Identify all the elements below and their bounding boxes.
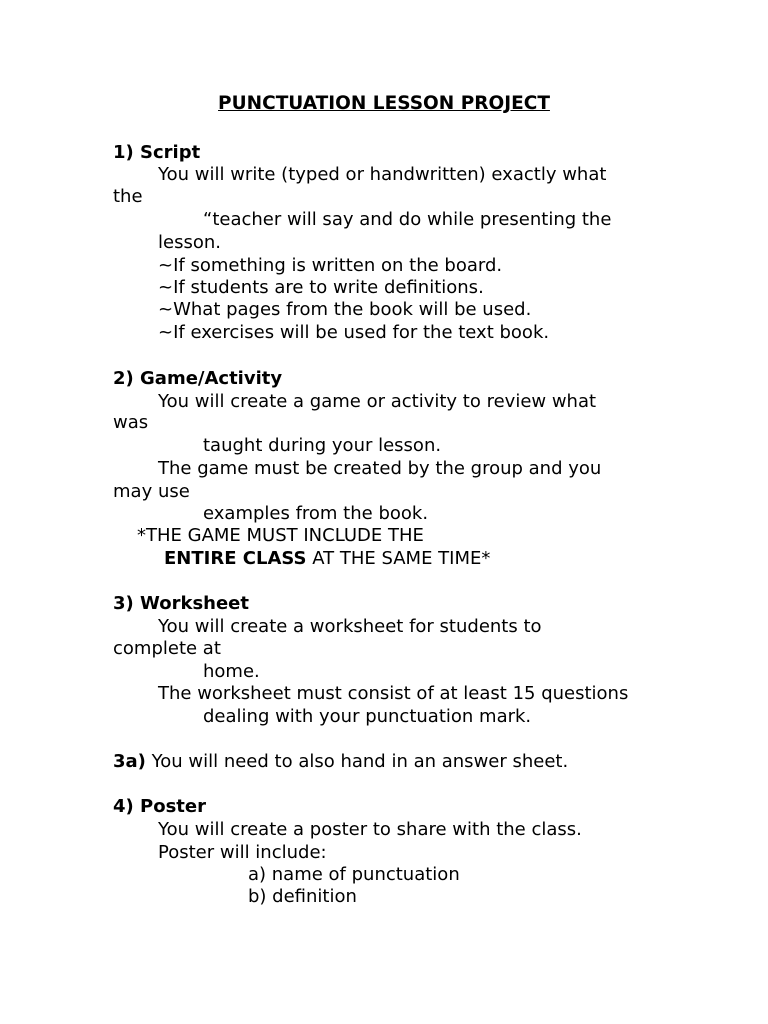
body-line-emphasis: *THE GAME MUST INCLUDE THE [137,525,424,546]
body-line: complete at [113,638,221,659]
body-line: taught during your lesson. [203,435,442,456]
body-line: ~If something is written on the board. [158,255,503,276]
body-line-emphasis [164,548,490,570]
body-line: ~If students are to write definitions. [158,277,484,298]
list-item: b) definition [248,886,357,907]
emphasis-bold-text: ENTIRE CLASS [164,548,307,569]
section-heading-game-activity: 2) Game/Activity [113,368,283,389]
body-line: “teacher will say and do while presenting the [203,209,612,230]
page-title: PUNCTUATION LESSON PROJECT [218,93,550,114]
body-line: home. [203,661,260,682]
body-line: The worksheet must consist of at least 15 questions [158,683,629,704]
section-heading-script: 1) Script [113,142,201,163]
section-heading-3a: 3a) [113,751,146,772]
body-line: ~If exercises will be used for the text book. [158,322,550,343]
body-line: You will create a worksheet for students to [158,616,542,637]
body-line: lesson. [158,232,221,253]
answer-sheet-line [113,751,568,773]
body-line: Poster will include: [158,842,327,863]
body-line: may use [113,481,190,502]
body-line: ~What pages from the book will be used. [158,299,532,320]
body-line: You will create a game or activity to review what [158,391,597,412]
section-heading-worksheet: 3) Worksheet [113,593,249,614]
body-line: the [113,186,143,207]
body-line: The game must be created by the group and you [158,458,602,479]
list-item: a) name of punctuation [248,864,460,885]
answer-sheet-text: You will need to also hand in an answer sheet. [145,751,569,772]
emphasis-rest-text: AT THE SAME TIME* [306,548,491,569]
body-line: was [113,412,149,433]
body-line: You will create a poster to share with the class. [158,819,582,840]
body-line: You will write (typed or handwritten) exactly what [158,164,607,185]
body-line: dealing with your punctuation mark. [203,706,532,727]
section-heading-poster: 4) Poster [113,796,206,817]
body-line: examples from the book. [203,503,429,524]
